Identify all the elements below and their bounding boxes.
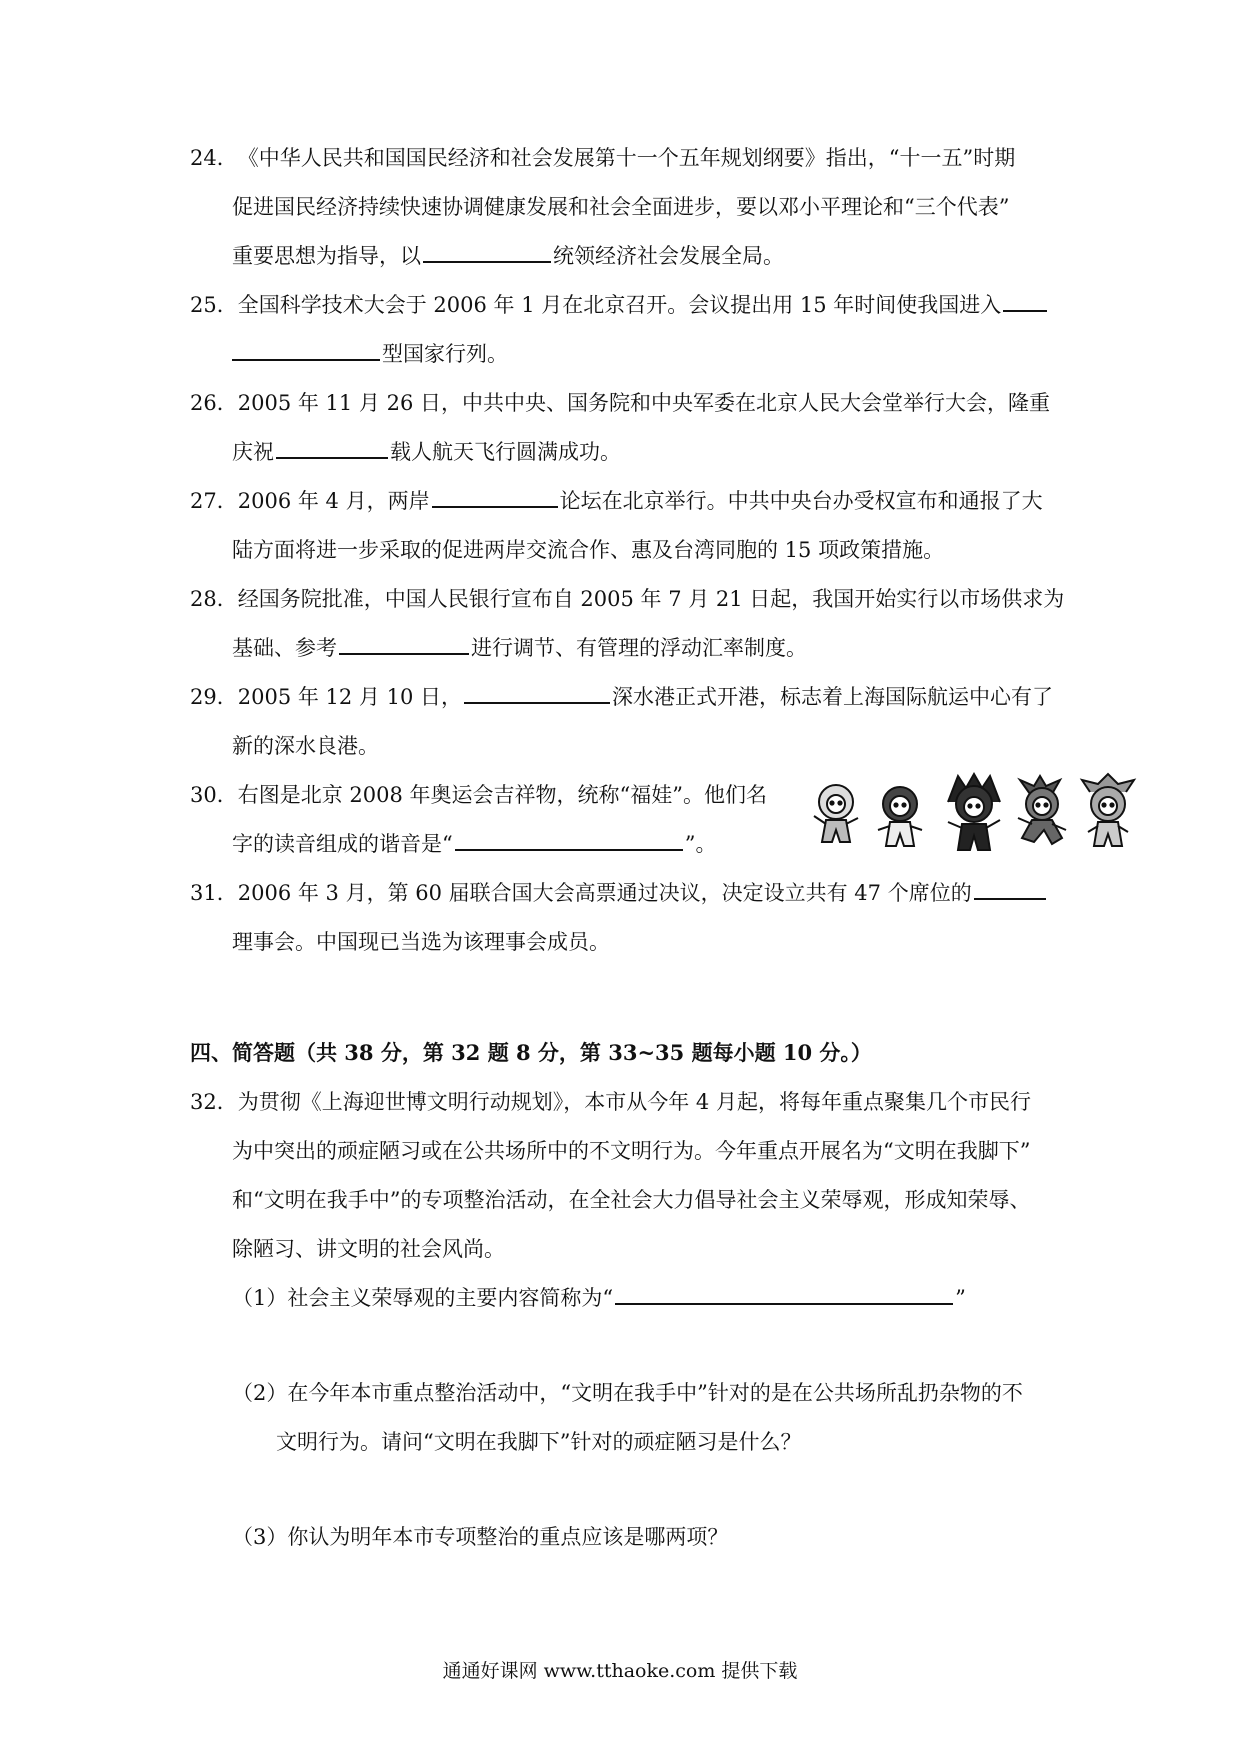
q32-sub1 [232, 1283, 966, 1313]
q27-line2: 陆方面将进一步采取的促进两岸交流合作、惠及台湾同胞的 15 项政策措施。 [232, 538, 945, 562]
q29-text1-before: 2005 年 12 月 10 日， [237, 685, 462, 709]
q24-line2: 促进国民经济持续快速协调健康发展和社会全面进步，要以邓小平理论和“三个代表” [232, 195, 1010, 219]
q30-number: 30． [190, 783, 238, 807]
q27-text1-before: 2006 年 4 月，两岸 [237, 489, 430, 513]
q25-number: 25． [190, 293, 238, 317]
q26-line1 [190, 388, 1050, 418]
mascot-beibei-icon [814, 785, 858, 842]
q32-text1: 为贯彻《上海迎世博文明行动规划》，本市从今年 4 月起，将每年重点聚集几个市民行 [237, 1090, 1031, 1114]
q31-number: 31． [190, 881, 238, 905]
q24-line1 [190, 143, 1015, 173]
q32-sub2-line1: （2）在今年本市重点整治活动中，“文明在我手中”针对的是在公共场所乱扔杂物的不 [232, 1381, 1023, 1405]
mascot-huanhuan-icon [948, 774, 1000, 850]
q28-answer-blank[interactable] [339, 633, 469, 655]
q26-text1: 2005 年 11 月 26 日，中共中央、国务院和中央军委在北京人民大会堂举行大会，隆重 [237, 391, 1050, 415]
q32-sub1-answer-blank[interactable] [615, 1283, 953, 1305]
q31-line1 [190, 878, 1048, 908]
q29-line2: 新的深水良港。 [232, 734, 379, 758]
q30-text1: 右图是北京 2008 年奥运会吉祥物，统称“福娃”。他们名 [237, 783, 767, 807]
q24-text1: 《中华人民共和国国民经济和社会发展第十一个五年规划纲要》指出，“十一五”时期 [237, 146, 1016, 170]
q24-line3 [232, 241, 784, 271]
q27-answer-blank[interactable] [432, 486, 558, 508]
q32-sub1-after: ” [955, 1286, 966, 1310]
q31-line2: 理事会。中国现已当选为该理事会成员。 [232, 930, 610, 954]
q24-number: 24． [190, 146, 238, 170]
page-footer: 通通好课网 www.tthaoke.com 提供下载 [442, 1660, 798, 1682]
q25-line2 [232, 339, 508, 369]
mascot-jingjing-icon [878, 787, 922, 846]
q24-text3-before: 重要思想为指导，以 [232, 244, 421, 268]
q30-text2-after: ”。 [684, 832, 717, 856]
q28-line2 [232, 633, 807, 663]
mascot-yingying-icon [1018, 776, 1066, 844]
q25-text1: 全国科学技术大会于 2006 年 1 月在北京召开。会议提出用 15 年时间使我国进入 [237, 293, 1002, 317]
q26-text2-after: 载人航天飞行圆满成功。 [390, 440, 621, 464]
q25-text2: 型国家行列。 [382, 342, 508, 366]
q30-text2-before: 字的读音组成的谐音是“ [232, 832, 453, 856]
q32-sub3: （3）你认为明年本市专项整治的重点应该是哪两项？ [232, 1525, 729, 1549]
q28-text1: 经国务院批准，中国人民银行宣布自 2005 年 7 月 21 日起，我国开始实行以市场供求为 [237, 587, 1065, 611]
q25-answer-blank-part2[interactable] [232, 339, 380, 361]
q28-text2-after: 进行调节、有管理的浮动汇率制度。 [471, 636, 807, 660]
q26-line2 [232, 437, 621, 467]
q27-number: 27． [190, 489, 238, 513]
q30-line1 [190, 780, 767, 810]
q32-number: 32． [190, 1090, 238, 1114]
q31-answer-blank[interactable] [974, 878, 1046, 900]
q29-number: 29． [190, 685, 238, 709]
q27-line1 [190, 486, 1043, 516]
q24-text3-after: 统领经济社会发展全局。 [553, 244, 784, 268]
section-4-title: 四、简答题（共 38 分，第 32 题 8 分，第 33~35 题每小题 10 分。） [190, 1040, 872, 1065]
q29-text1-after: 深水港正式开港，标志着上海国际航运中心有了 [612, 685, 1053, 709]
q32-line2: 为中突出的顽症陋习或在公共场所中的不文明行为。今年重点开展名为“文明在我脚下” [232, 1139, 1031, 1163]
q31-text1: 2006 年 3 月，第 60 届联合国大会高票通过决议，决定设立共有 47 个席位的 [237, 881, 972, 905]
olympic-mascots-fuwa-icon [808, 772, 1138, 872]
q32-sub1-before: （1）社会主义荣辱观的主要内容简称为“ [232, 1286, 614, 1310]
q25-answer-blank-part1[interactable] [1003, 290, 1047, 312]
q26-text2-before: 庆祝 [232, 440, 274, 464]
q24-answer-blank[interactable] [423, 241, 551, 263]
q30-line2 [232, 829, 717, 859]
q28-line1 [190, 584, 1064, 614]
q28-number: 28． [190, 587, 238, 611]
q32-line4: 除陋习、讲文明的社会风尚。 [232, 1237, 505, 1261]
q32-line3: 和“文明在我手中”的专项整治活动，在全社会大力倡导社会主义荣辱观，形成知荣辱、 [232, 1188, 1031, 1212]
q26-number: 26． [190, 391, 238, 415]
q29-answer-blank[interactable] [464, 682, 610, 704]
mascot-nini-icon [1082, 774, 1134, 846]
q28-text2-before: 基础、参考 [232, 636, 337, 660]
q27-text1-after: 论坛在北京举行。中共中央台办受权宣布和通报了大 [559, 489, 1043, 513]
q32-line1 [190, 1087, 1031, 1117]
q32-sub2-line2: 文明行为。请问“文明在我脚下”针对的顽症陋习是什么？ [276, 1430, 802, 1454]
q29-line1 [190, 682, 1053, 712]
q25-line1 [190, 290, 1049, 320]
q26-answer-blank[interactable] [276, 437, 388, 459]
q30-answer-blank[interactable] [455, 829, 683, 851]
